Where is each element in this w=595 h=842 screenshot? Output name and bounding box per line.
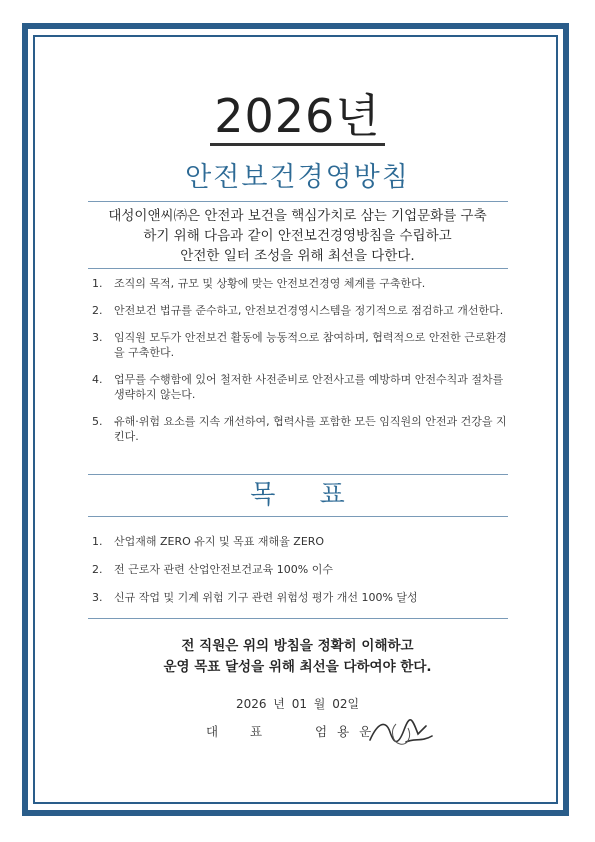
list-item (92, 534, 507, 549)
item-text: 신규 작업 및 기계 위험 기구 관련 위험성 평가 개선 100% 달성 (114, 591, 418, 604)
list-item (92, 590, 507, 605)
item-text: 전 근로자 관련 산업안전보건교육 100% 이수 (114, 563, 333, 576)
closing-statement (0, 636, 595, 678)
year-text: 2026년 (210, 89, 385, 146)
policy-top-divider (88, 268, 508, 269)
item-number: 5. (92, 415, 103, 428)
item-number: 4. (92, 373, 103, 386)
document-date: 2026 년 01 월 02일 (235, 697, 360, 711)
intro-line: 하기 위해 다음과 같이 안전보건경영방침을 수립하고 (143, 228, 452, 244)
item-text: 임직원 모두가 안전보건 활동에 능동적으로 참여하며, 협력적으로 안전한 근로환경을 구축한다. (114, 331, 507, 359)
list-item (92, 276, 507, 291)
item-number: 1. (92, 277, 103, 290)
intro-line: 대성이앤씨㈜은 안전과 보건을 핵심가치로 삼는 기업문화를 구축 (108, 208, 487, 224)
goals-heading: 목 표 (250, 480, 363, 510)
intro-paragraph (60, 206, 535, 266)
list-item (92, 562, 507, 577)
item-text: 업무를 수행함에 있어 철저한 사전준비로 안전사고를 예방하며 안전수칙과 절차를 생략하지 않는다. (114, 373, 504, 401)
document-title: 안전보건경영방침 (185, 162, 410, 193)
item-text: 산업재해 ZERO 유지 및 목표 재해율 ZERO (114, 535, 325, 548)
signature-stamp-icon (360, 712, 440, 752)
representative-name: 엄용운 (315, 724, 382, 739)
item-text: 유해·위험 요소를 지속 개선하여, 협력사를 포함한 모든 임직원의 안전과 건강을 지킨다. (114, 415, 507, 443)
intro-line: 안전한 일터 조성을 위해 최선을 다한다. (180, 248, 415, 264)
year-heading (0, 88, 595, 144)
list-item (92, 330, 507, 360)
closing-line: 운영 목표 달성을 위해 최선을 다하여야 한다. (163, 659, 432, 675)
goals-list (92, 534, 507, 618)
closing-top-divider (88, 618, 508, 619)
policy-list (92, 276, 507, 456)
item-text: 안전보건 법규를 준수하고, 안전보건경영시스템을 정기적으로 점검하고 개선한다. (114, 304, 504, 317)
item-number: 2. (92, 304, 103, 317)
item-number: 3. (92, 331, 103, 344)
item-number: 3. (92, 591, 103, 604)
item-number: 1. (92, 535, 103, 548)
list-item (92, 372, 507, 402)
representative-label: 대 표 (206, 724, 277, 739)
title-divider (88, 201, 508, 202)
item-number: 2. (92, 563, 103, 576)
closing-line: 전 직원은 위의 방침을 정확히 이해하고 (181, 638, 414, 654)
goals-top-divider (88, 474, 508, 475)
item-text: 조직의 목적, 규모 및 상황에 맞는 안전보건경영 체계를 구축한다. (114, 277, 426, 290)
list-item (92, 414, 507, 444)
goals-bottom-divider (88, 516, 508, 517)
list-item (92, 303, 507, 318)
